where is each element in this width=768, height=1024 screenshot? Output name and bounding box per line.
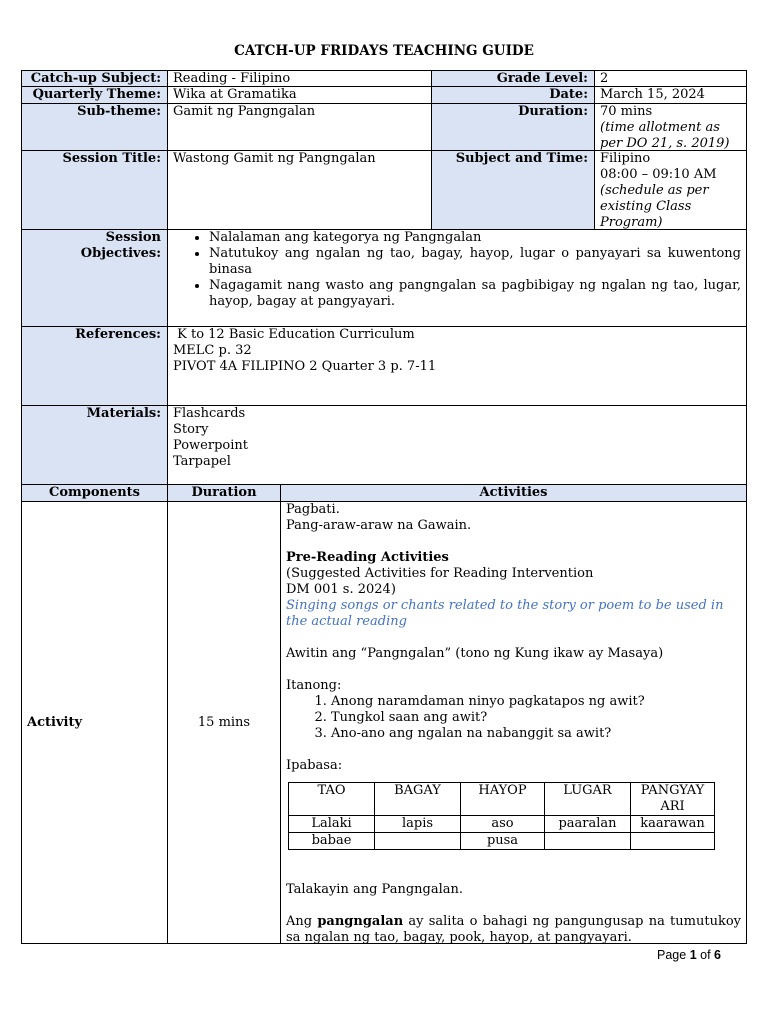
ipabasa-label: Ipabasa: [286,758,343,773]
duration-value [594,103,747,151]
references-value [167,326,747,406]
subject-time-subject: Filipino [600,151,651,166]
table-cell [545,833,631,850]
activities-header: Activities [280,484,747,502]
materials-value [167,405,747,485]
table-cell: pusa [461,833,545,850]
reference-item: MELC p. 32 [173,343,252,358]
grade-label: Grade Level: [431,70,595,87]
subject-label: Catch-up Subject: [21,70,168,87]
date-label: Date: [431,86,595,104]
duration-note: (time allotment as per DO 21, s. 2019) [600,120,730,151]
page-total: 6 [714,948,721,962]
material-item: Story [173,422,209,437]
objective-item: • Nalalaman ang kategorya ng Pangngalan [209,230,741,246]
session-value: Wastong Gamit ng Pangngalan [167,150,432,230]
theme-value: Wika at Gramatika [167,86,432,104]
table-cell: babae [289,833,375,850]
daily-routine-text: Pang-araw-araw na Gawain. [286,518,472,533]
question-item: 3. Ano-ano ang ngalan na nabanggit sa awit? [331,726,741,742]
grade-value: 2 [594,70,747,87]
pre-reading-note: DM 001 s. 2024) [286,582,396,597]
objective-item: • Nagagamit nang wasto ang pangngalan sa pagbibigay ng ngalan ng tao, lugar, hayop, bagay at pangyayari. [209,278,741,310]
itanong-label: Itanong: [286,678,342,693]
question-item: 1. Anong naramdaman ninyo pagkatapos ng awit? [331,694,741,710]
definition-prefix: Ang [286,914,318,929]
subject-time-label: Subject and Time: [431,150,595,230]
table-cell: kaarawan [631,816,715,833]
question-item: 2. Tungkol saan ang awit? [331,710,741,726]
subject-time-note: (schedule as per existing Class Program) [600,183,709,230]
definition-rest: ay salita o bahagi ng pangungusap na tumutukoy sa ngalan ng tao, bagay, pook, hayop, at pangyayari. [286,914,741,944]
greeting-text: Pagbati. [286,502,340,517]
duration-header: Duration [167,484,281,502]
table-cell [631,833,715,850]
reference-item: PIVOT 4A FILIPINO 2 Quarter 3 p. 7-11 [173,359,437,374]
table-cell [375,833,461,850]
table-header-cell: PANGYAY ARI [631,783,715,816]
table-header-cell: BAGAY [375,783,461,816]
material-item: Powerpoint [173,438,248,453]
subtheme-label: Sub-theme: [21,103,168,151]
definition-keyword: pangngalan [317,914,404,929]
duration-text: 70 mins [600,104,653,119]
subject-time-time: 08:00 – 09:10 AM [600,167,717,182]
song-instruction: Awitin ang “Pangngalan” (tono ng Kung ikaw ay Masaya) [286,646,664,661]
references-label: References: [21,326,168,406]
session-label: Session Title: [21,150,168,230]
pre-reading-heading: Pre-Reading Activities [286,550,449,565]
discussion-instruction: Talakayin ang Pangngalan. [286,882,463,897]
reference-item: K to 12 Basic Education Curriculum [173,327,415,342]
objectives-list [173,230,741,310]
table-cell: Lalaki [289,816,375,833]
material-item: Tarpapel [173,454,231,469]
page-title: CATCH-UP FRIDAYS TEACHING GUIDE [234,43,534,59]
page-footer [657,947,721,963]
pre-reading-note: (Suggested Activities for Reading Intervention [286,566,594,581]
of-word: of [700,948,711,962]
date-value: March 15, 2024 [594,86,747,104]
table-cell: lapis [375,816,461,833]
table-header-row [289,783,715,816]
page-word: Page [657,948,687,962]
materials-label: Materials: [21,405,168,485]
table-cell: paaralan [545,816,631,833]
theme-label: Quarterly Theme: [21,86,168,104]
objective-item: • Natutukoy ang ngalan ng tao, bagay, hayop, lugar o panyayari sa kuwentong binasa [209,246,741,278]
table-header-cell: HAYOP [461,783,545,816]
pre-reading-suggestion: Singing songs or chants related to the story or poem to be used in the actual reading [286,598,724,629]
material-item: Flashcards [173,406,246,421]
subject-time-value [594,150,747,230]
subject-value: Reading - Filipino [167,70,432,87]
teaching-guide-table [21,70,747,944]
noun-definition [286,914,741,944]
noun-category-table [288,782,715,850]
questions-list [286,694,741,742]
table-row [289,833,715,850]
table-cell: aso [461,816,545,833]
table-header-cell: LUGAR [545,783,631,816]
duration-label: Duration: [431,103,595,151]
components-header: Components [21,484,168,502]
page-number: 1 [689,948,697,962]
table-row [289,816,715,833]
objectives-label: Session Objectives: [21,229,168,327]
objectives-value [167,229,747,327]
activity-row-content [280,501,747,944]
subtheme-value: Gamit ng Pangngalan [167,103,432,151]
activity-row-duration: 15 mins [167,501,281,944]
activity-row-label: Activity [21,501,168,944]
table-header-cell: TAO [289,783,375,816]
